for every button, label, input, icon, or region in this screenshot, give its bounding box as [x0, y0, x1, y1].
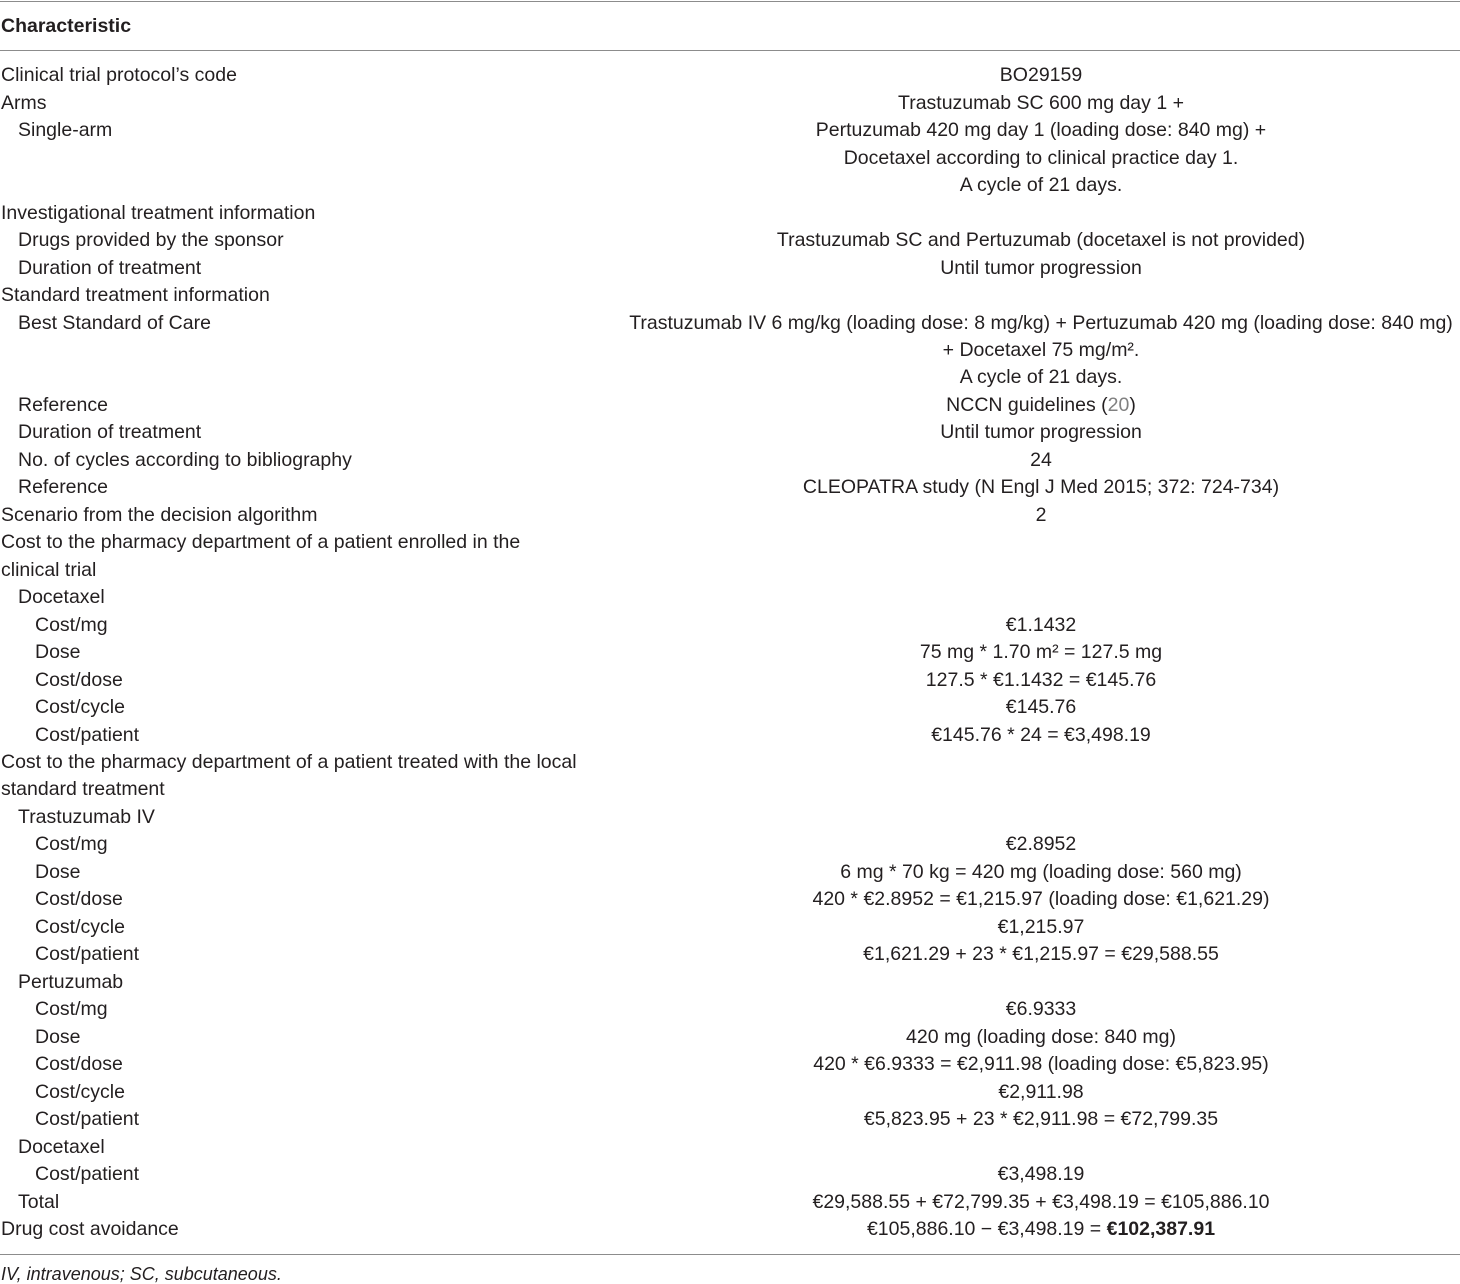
table-row: [0, 145, 1460, 172]
row-value: €29,588.55 + €72,799.35 + €3,498.19 = €105,886.10: [812, 1190, 1270, 1213]
row-label: Duration of treatment: [18, 421, 202, 444]
row-value: €6.9333: [1005, 998, 1077, 1021]
row-label: Dose: [35, 1025, 81, 1048]
table-row: [0, 1216, 1460, 1243]
table-row: [0, 1134, 1460, 1161]
row-label: Reference: [18, 393, 108, 416]
citation-link[interactable]: 20: [1107, 393, 1130, 416]
table-row: [0, 502, 1460, 529]
row-label: clinical trial: [1, 558, 97, 581]
row-value: A cycle of 21 days.: [959, 174, 1123, 197]
table-row: [0, 557, 1460, 584]
table-row: [0, 90, 1460, 117]
row-label: Dose: [35, 641, 81, 664]
value-segment: ): [1129, 393, 1136, 416]
table-row: [0, 447, 1460, 474]
row-label: Standard treatment information: [1, 284, 270, 307]
table-row: [0, 941, 1460, 968]
row-value: BO29159: [999, 64, 1083, 87]
table-top-rule: [0, 1, 1460, 2]
table-row: [0, 996, 1460, 1023]
table-row: [0, 364, 1460, 391]
table-row: [0, 886, 1460, 913]
row-value: 2: [1035, 503, 1047, 526]
table-row: [0, 310, 1460, 337]
table-row: [0, 804, 1460, 831]
table-row: [0, 612, 1460, 639]
row-label: Cost/dose: [35, 668, 123, 691]
table-row: [0, 1024, 1460, 1051]
row-label: Docetaxel: [18, 1135, 105, 1158]
row-value: + Docetaxel 75 mg/m².: [942, 338, 1140, 361]
row-value: Trastuzumab IV 6 mg/kg (loading dose: 8 mg/kg) + Pertuzumab 420 mg (loading dose: 840 mg): [629, 311, 1453, 334]
row-value: €2,911.98: [998, 1080, 1084, 1103]
table-row: [0, 255, 1460, 282]
row-label: Drugs provided by the sponsor: [18, 229, 284, 252]
value-segment: NCCN guidelines (: [946, 393, 1108, 416]
row-label: Cost/mg: [35, 998, 108, 1021]
table-row: [0, 200, 1460, 227]
row-label: Pertuzumab: [18, 970, 124, 993]
row-value: 127.5 * €1.1432 = €145.76: [925, 668, 1157, 691]
table-row: [0, 749, 1460, 776]
row-value: €2.8952: [1005, 833, 1077, 856]
row-value: €1,215.97: [997, 915, 1085, 938]
row-label: Best Standard of Care: [18, 311, 211, 334]
table-row: [0, 667, 1460, 694]
table-row: [0, 722, 1460, 749]
row-label: Drug cost avoidance: [1, 1217, 179, 1240]
table-header-row: [0, 12, 1460, 40]
row-label: Cost/patient: [35, 1163, 140, 1186]
row-label: Cost/dose: [35, 888, 123, 911]
row-label: standard treatment: [1, 778, 165, 801]
row-value: 24: [1030, 448, 1052, 471]
table-row: [0, 694, 1460, 721]
value-segment: €105,886.10 − €3,498.19 =: [866, 1217, 1107, 1240]
table-row: [0, 859, 1460, 886]
row-value: 420 * €6.9333 = €2,911.98 (loading dose: €5,823.95): [813, 1053, 1269, 1076]
row-label: Cost/patient: [35, 943, 140, 966]
table-row: [0, 1161, 1460, 1188]
row-value: €1.1432: [1005, 613, 1077, 636]
table-row: [0, 1189, 1460, 1216]
row-value: 6 mg * 70 kg = 420 mg (loading dose: 560 mg): [840, 860, 1242, 883]
table-row: [0, 1051, 1460, 1078]
row-label: Cost/mg: [35, 613, 108, 636]
row-label: Cost/cycle: [35, 696, 125, 719]
row-label: Single-arm: [18, 119, 113, 142]
table-row: [0, 914, 1460, 941]
row-label: Cost/patient: [35, 723, 140, 746]
table-footnote: IV, intravenous; SC, subcutaneous.: [1, 1264, 282, 1284]
table-row: [0, 639, 1460, 666]
row-label: Cost/cycle: [35, 915, 125, 938]
row-value: €3,498.19: [997, 1163, 1085, 1186]
table-row: [0, 419, 1460, 446]
table-row: [0, 227, 1460, 254]
row-value: €1,621.29 + 23 * €1,215.97 = €29,588.55: [863, 943, 1219, 966]
table-row: [0, 474, 1460, 501]
table-row: [0, 776, 1460, 803]
row-value: 420 * €2.8952 = €1,215.97 (loading dose: €1,621.29): [812, 888, 1270, 911]
row-label: Cost to the pharmacy department of a patient enrolled in the: [1, 531, 521, 554]
row-label: No. of cycles according to bibliography: [18, 448, 352, 471]
row-label: Trastuzumab IV: [18, 805, 155, 828]
cost-avoidance-amount: €102,387.91: [1106, 1217, 1216, 1240]
row-value: 420 mg (loading dose: 840 mg): [906, 1025, 1176, 1048]
row-value: €145.76 * 24 = €3,498.19: [931, 723, 1151, 746]
table-row: [0, 62, 1460, 89]
row-label: Investigational treatment information: [1, 201, 316, 224]
table-row: [0, 172, 1460, 199]
row-label: Cost/patient: [35, 1108, 140, 1131]
row-label: Cost/cycle: [35, 1080, 125, 1103]
row-value: Until tumor progression: [940, 421, 1142, 444]
row-value: Pertuzumab 420 mg day 1 (loading dose: 840 mg) +: [815, 119, 1267, 142]
table-row: [0, 1106, 1460, 1133]
row-label: Duration of treatment: [18, 256, 202, 279]
table-row: [0, 117, 1460, 144]
table-row: [0, 1079, 1460, 1106]
row-label: Docetaxel: [18, 586, 105, 609]
row-value: Trastuzumab SC and Pertuzumab (docetaxel is not provided): [776, 229, 1306, 252]
table-body: [0, 62, 1460, 1243]
table-row: [0, 529, 1460, 556]
row-value: €5,823.95 + 23 * €2,911.98 = €72,799.35: [863, 1108, 1219, 1131]
row-label: Arms: [1, 91, 47, 114]
row-label: Total: [18, 1190, 60, 1213]
row-label: Cost/mg: [35, 833, 108, 856]
row-value: Docetaxel according to clinical practice day 1.: [843, 146, 1239, 169]
row-label: Cost to the pharmacy department of a patient treated with the local: [1, 751, 577, 774]
table-header-rule: [0, 50, 1460, 51]
table-row: [0, 337, 1460, 364]
table-row: [0, 282, 1460, 309]
row-value: 75 mg * 1.70 m² = 127.5 mg: [919, 641, 1163, 664]
row-value: Trastuzumab SC 600 mg day 1 +: [898, 91, 1184, 114]
row-label: Dose: [35, 860, 81, 883]
row-value: A cycle of 21 days.: [959, 366, 1123, 389]
row-label: Cost/dose: [35, 1053, 123, 1076]
row-label: Clinical trial protocol’s code: [1, 64, 237, 87]
column-header-characteristic: Characteristic: [1, 15, 132, 37]
row-value: CLEOPATRA study (N Engl J Med 2015; 372: 724-734): [802, 476, 1280, 499]
row-label: Scenario from the decision algorithm: [1, 503, 318, 526]
row-value: €145.76: [1005, 696, 1077, 719]
row-value: Until tumor progression: [940, 256, 1142, 279]
table-row: [0, 831, 1460, 858]
row-label: Reference: [18, 476, 108, 499]
row-value: [622, 392, 1460, 419]
table-row: [0, 392, 1460, 419]
row-value: [622, 1216, 1460, 1243]
table-row: [0, 969, 1460, 996]
table-row: [0, 584, 1460, 611]
table-bottom-rule: [0, 1254, 1460, 1255]
